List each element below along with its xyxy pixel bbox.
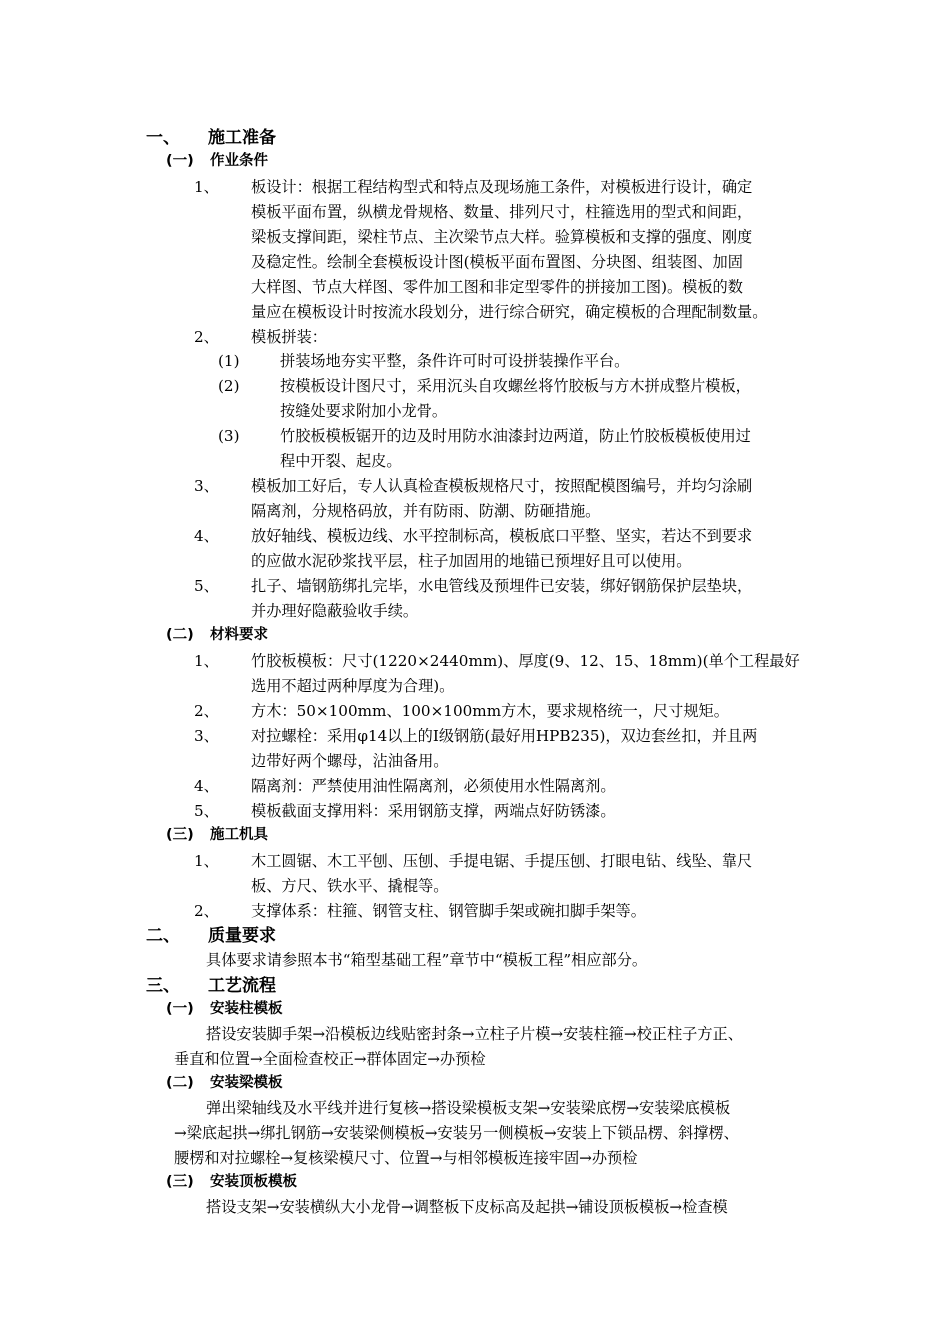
paragraph-line: 模板加工好后，专人认真检查模板规格尺寸，按照配模图编号，并均匀涂刷 bbox=[251, 477, 753, 495]
section-number: 一、 bbox=[146, 128, 180, 148]
paragraph-line: 木工圆锯、木工平刨、压刨、手提电锯、手提压刨、打眼电钻、线坠、靠尺 bbox=[251, 852, 753, 870]
paragraph-line: 具体要求请参照本书“箱型基础工程”章节中“模板工程”相应部分。 bbox=[206, 951, 648, 969]
paragraph-line: 隔离剂：严禁使用油性隔离剂，必须使用水性隔离剂。 bbox=[251, 777, 616, 795]
item-number: 1、 bbox=[194, 652, 219, 670]
item-number: 2、 bbox=[194, 328, 219, 346]
paragraph-line: 隔离剂，分规格码放，并有防雨、防潮、防砸措施。 bbox=[251, 502, 601, 520]
paragraph-line: 拼装场地夯实平整，条件许可时可设拼装操作平台。 bbox=[280, 352, 630, 370]
paragraph-line: 腰楞和对拉螺栓→复核梁模尺寸、位置→与相邻模板连接牢固→办预检 bbox=[174, 1149, 638, 1167]
paragraph-line: 放好轴线、模板边线、水平控制标高，模板底口平整、坚实，若达不到要求 bbox=[251, 527, 753, 545]
item-number: 4、 bbox=[194, 527, 219, 545]
subsection-number: (一) bbox=[166, 1001, 194, 1017]
subsection-title: 安装顶板模板 bbox=[210, 1174, 297, 1190]
item-number: 2、 bbox=[194, 902, 219, 920]
paragraph-line: 程中开裂、起皮。 bbox=[280, 452, 402, 470]
paragraph-line: 竹胶板模板：尺寸(1220×2440mm)、厚度(9、12、15、18mm)(单个工程最好 bbox=[251, 652, 800, 670]
subsection-title: 作业条件 bbox=[210, 153, 268, 169]
paragraph-line: 按缝处要求附加小龙骨。 bbox=[280, 402, 448, 420]
subitem-number: (1) bbox=[218, 352, 240, 370]
subsection-number: (二) bbox=[166, 1075, 194, 1091]
subsection-number: (三) bbox=[166, 1174, 194, 1190]
item-number: 4、 bbox=[194, 777, 219, 795]
paragraph-line: 大样图、节点大样图、零件加工图和非定型零件的拼接加工图)。模板的数 bbox=[251, 278, 743, 296]
subsection-title: 安装柱模板 bbox=[210, 1001, 283, 1017]
paragraph-line: 对拉螺栓：采用φ14以上的Ⅰ级钢筋(最好用HPB235)，双边套丝扣，并且两 bbox=[251, 727, 758, 745]
paragraph-line: 边带好两个螺母，沾油备用。 bbox=[251, 752, 449, 770]
item-number: 5、 bbox=[194, 802, 219, 820]
subsection-title: 施工机具 bbox=[210, 827, 268, 843]
paragraph-line: 扎子、墙钢筋绑扎完毕，水电管线及预埋件已安装，绑好钢筋保护层垫块， bbox=[251, 577, 753, 595]
item-number: 3、 bbox=[194, 727, 219, 745]
paragraph-line: 量应在模板设计时按流水段划分，进行综合研究，确定模板的合理配制数量。 bbox=[251, 303, 768, 321]
paragraph-line: 搭设支架→安装横纵大小龙骨→调整板下皮标高及起拱→铺设顶板模板→检查模 bbox=[206, 1198, 728, 1216]
item-number: 1、 bbox=[194, 178, 219, 196]
item-number: 2、 bbox=[194, 702, 219, 720]
section-title: 工艺流程 bbox=[208, 976, 276, 996]
paragraph-line: 及稳定性。绘制全套模板设计图(模板平面布置图、分块图、组装图、加固 bbox=[251, 253, 743, 271]
paragraph-line: 选用不超过两种厚度为合理)。 bbox=[251, 677, 455, 695]
paragraph-line: 支撑体系：柱箍、钢管支柱、钢管脚手架或碗扣脚手架等。 bbox=[251, 902, 646, 920]
section-number: 二、 bbox=[146, 926, 180, 946]
subsection-title: 安装梁模板 bbox=[210, 1075, 283, 1091]
section-title: 质量要求 bbox=[208, 926, 276, 946]
subsection-title: 材料要求 bbox=[210, 627, 268, 643]
section-title: 施工准备 bbox=[208, 128, 276, 148]
paragraph-line: 按模板设计图尺寸，采用沉头自攻螺丝将竹胶板与方木拼成整片模板， bbox=[280, 377, 751, 395]
paragraph-line: →梁底起拱→绑扎钢筋→安装梁侧模板→安装另一侧模板→安装上下锁品楞、斜撑楞、 bbox=[174, 1124, 739, 1142]
subsection-number: (三) bbox=[166, 827, 194, 843]
subsection-number: (二) bbox=[166, 627, 194, 643]
paragraph-line: 板、方尺、铁水平、撬棍等。 bbox=[251, 877, 449, 895]
paragraph-line: 垂直和位置→全面检查校正→群体固定→办预检 bbox=[174, 1050, 486, 1068]
paragraph-line: 搭设安装脚手架→沿模板边线贴密封条→立柱子片模→安装柱箍→校正柱子方正、 bbox=[206, 1025, 743, 1043]
subitem-number: (2) bbox=[218, 377, 240, 395]
paragraph-line: 弹出梁轴线及水平线并进行复核→搭设梁模板支架→安装梁底楞→安装梁底模板 bbox=[206, 1099, 731, 1117]
paragraph-line: 板设计：根据工程结构型式和特点及现场施工条件，对模板进行设计，确定 bbox=[251, 178, 753, 196]
subitem-number: (3) bbox=[218, 427, 240, 445]
paragraph-line: 的应做水泥砂浆找平层，柱子加固用的地锚已预埋好且可以使用。 bbox=[251, 552, 692, 570]
paragraph-line: 方木：50×100mm、100×100mm方木，要求规格统一，尺寸规矩。 bbox=[251, 702, 729, 720]
item-number: 5、 bbox=[194, 577, 219, 595]
section-number: 三、 bbox=[146, 976, 180, 996]
subsection-number: (一) bbox=[166, 153, 194, 169]
paragraph-line: 模板拼装： bbox=[251, 328, 327, 346]
paragraph-line: 竹胶板模板锯开的边及时用防水油漆封边两道，防止竹胶板模板使用过 bbox=[280, 427, 751, 445]
paragraph-line: 并办理好隐蔽验收手续。 bbox=[251, 602, 419, 620]
item-number: 3、 bbox=[194, 477, 219, 495]
paragraph-line: 梁板支撑间距，梁柱节点、主次梁节点大样。验算模板和支撑的强度、刚度 bbox=[251, 228, 753, 246]
paragraph-line: 模板截面支撑用料：采用钢筋支撑，两端点好防锈漆。 bbox=[251, 802, 616, 820]
paragraph-line: 模板平面布置，纵横龙骨规格、数量、排列尺寸，柱箍选用的型式和间距， bbox=[251, 203, 753, 221]
item-number: 1、 bbox=[194, 852, 219, 870]
